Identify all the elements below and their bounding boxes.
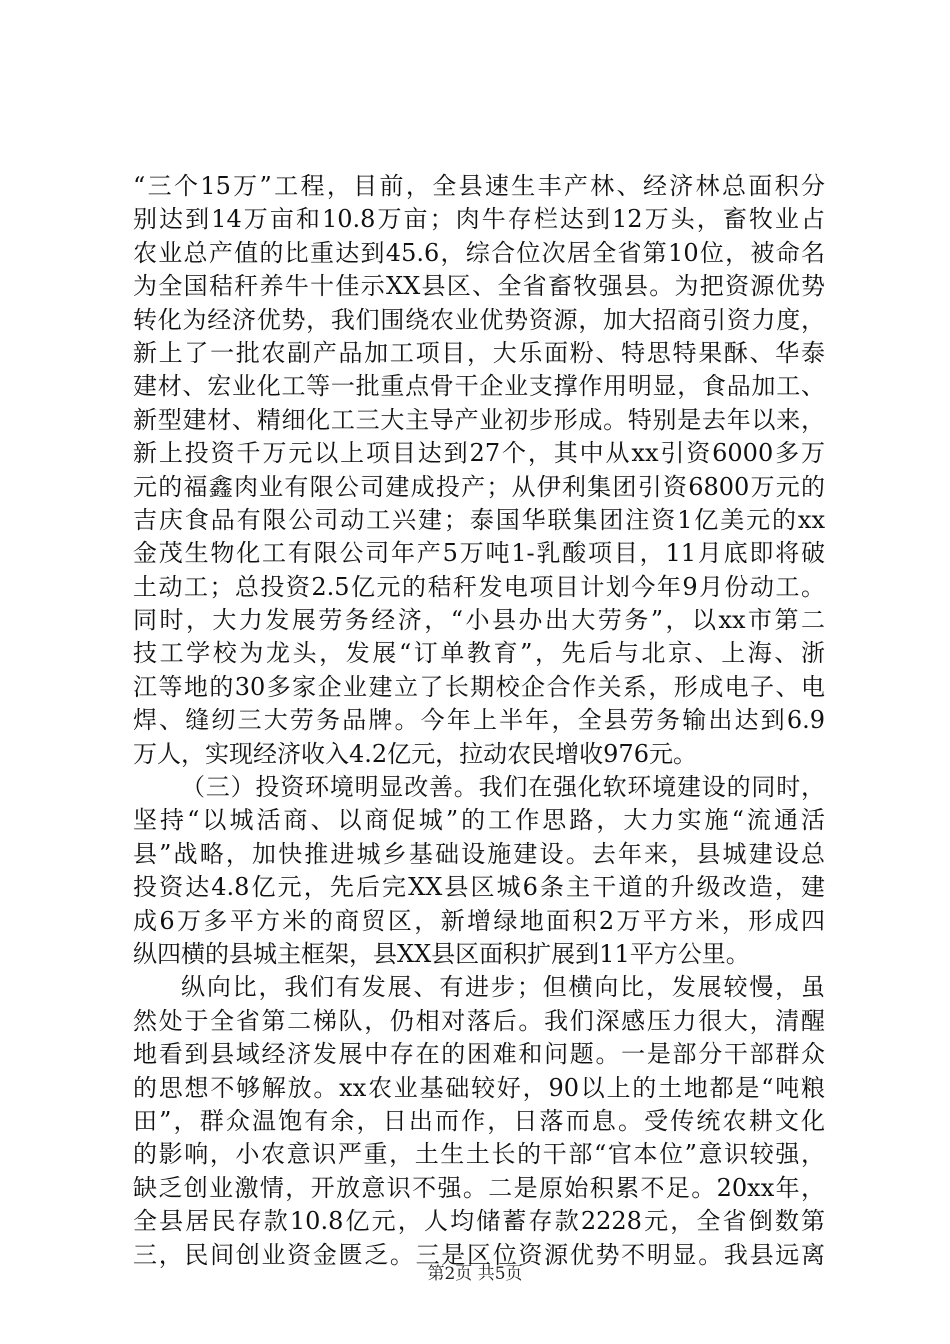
text-line: 转化为经济优势，我们围绕农业优势资源，加大招商引资力度， xyxy=(133,305,825,334)
text-line: 技工学校为龙头，发展“订单教育”，先后与北京、上海、浙 xyxy=(133,639,825,668)
text-line: 地看到县域经济发展中存在的困难和问题。一是部分干部群众 xyxy=(133,1040,825,1069)
text-line: 别达到14万亩和10.8万亩；肉牛存栏达到12万头，畜牧业占 xyxy=(133,205,825,234)
text-line: 吉庆食品有限公司动工兴建；泰国华联集团注资1亿美元的xx xyxy=(133,505,825,534)
text-line: 全县居民存款10.8亿元，人均储蓄存款2228元，全省倒数第 xyxy=(133,1207,825,1236)
paragraph-start-line: 纵向比，我们有发展、有进步；但横向比，发展较慢，虽 xyxy=(181,973,825,1002)
text-line: 的思想不够解放。xx农业基础较好，90以上的土地都是“吨粮 xyxy=(133,1073,825,1102)
document-body xyxy=(133,170,825,1272)
paragraph-end-line: 万人，实现经济收入4.2亿元，拉动农民增收976元。 xyxy=(133,739,697,768)
text-line: 焊、缝纫三大劳务品牌。今年上半年，全县劳务输出达到6.9 xyxy=(133,706,825,735)
text-line: 土动工；总投资2.5亿元的秸秆发电项目计划今年9月份动工。 xyxy=(133,572,825,601)
text-line: 然处于全省第二梯队，仍相对落后。我们深感压力很大，清醒 xyxy=(133,1006,825,1035)
text-line: 缺乏创业激情，开放意识不强。二是原始积累不足。20xx年， xyxy=(133,1173,825,1202)
page-number-footer: 第2页 共5页 xyxy=(427,1264,523,1284)
text-line: 坚持“以城活商、以商促城”的工作思路，大力实施“流通活 xyxy=(133,806,825,835)
text-line: 三，民间创业资金匮乏。三是区位资源优势不明显。我县远离 xyxy=(133,1240,825,1269)
text-line: 元的福鑫肉业有限公司建成投产；从伊利集团引资6800万元的 xyxy=(133,472,825,501)
text-line: 金茂生物化工有限公司年产5万吨1-乳酸项目，11月底即将破 xyxy=(133,539,825,568)
text-line: 田”，群众温饱有余，日出而作，日落而息。受传统农耕文化 xyxy=(133,1106,825,1135)
text-line: 为全国秸秆养牛十佳示XX县区、全省畜牧强县。为把资源优势 xyxy=(133,272,825,301)
text-line: 新型建材、精细化工三大主导产业初步形成。特别是去年以来， xyxy=(133,405,825,434)
text-line: 的影响，小农意识严重，土生土长的干部“官本位”意识较强， xyxy=(133,1140,825,1169)
text-line: 同时，大力发展劳务经济，“小县办出大劳务”，以xx市第二 xyxy=(133,606,825,635)
text-line: 新上投资千万元以上项目达到27个，其中从xx引资6000多万 xyxy=(133,439,825,468)
section-heading-line: （三）投资环境明显改善。我们在强化软环境建设的同时， xyxy=(181,773,825,802)
text-line: 县”战略，加快推进城乡基础设施建设。去年来，县城建设总 xyxy=(133,839,825,868)
text-line: 新上了一批农副产品加工项目，大乐面粉、特思特果酥、华泰 xyxy=(133,338,825,367)
text-line: 农业总产值的比重达到45.6，综合位次居全省第10位，被命名 xyxy=(133,238,825,267)
text-line: 成6万多平方米的商贸区，新增绿地面积2万平方米，形成四 xyxy=(133,906,825,935)
paragraph-end-line: 纵四横的县城主框架，县XX县区面积扩展到11平方公里。 xyxy=(133,939,750,968)
text-line: 江等地的30多家企业建立了长期校企合作关系，形成电子、电 xyxy=(133,672,825,701)
text-line: 建材、宏业化工等一批重点骨干企业支撑作用明显，食品加工、 xyxy=(133,372,825,401)
text-line: 投资达4.8亿元，先后完XX县区城6条主干道的升级改造，建 xyxy=(133,873,825,902)
text-line: “三个15万”工程，目前，全县速生丰产林、经济林总面积分 xyxy=(133,172,825,200)
